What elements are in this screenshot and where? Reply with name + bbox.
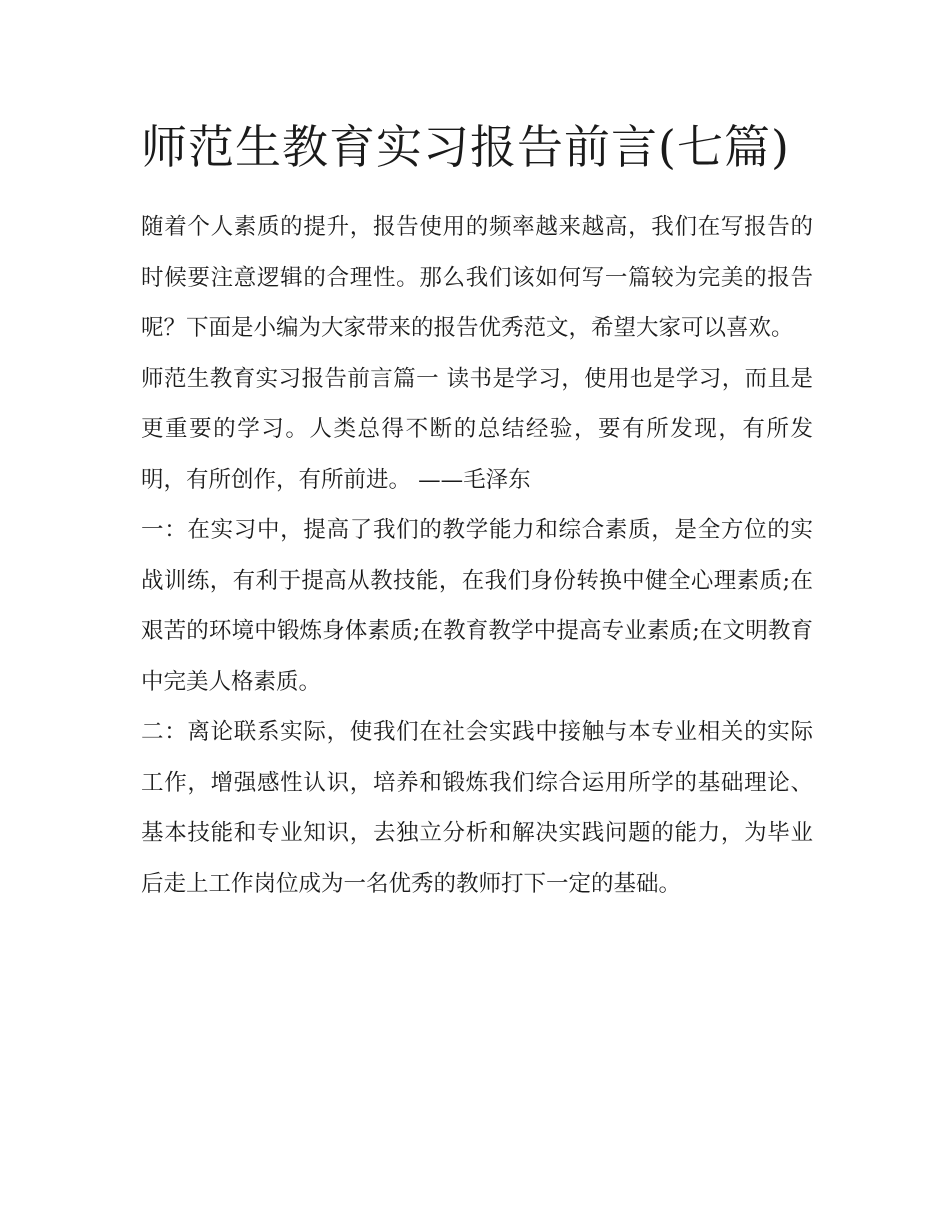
- paragraph-chapter-one: 师范生教育实习报告前言篇一 读书是学习，使用也是学习，而且是更重要的学习。人类总得不断的总结经验，要有所发现，有所发明，有所创作，有所前进。 ——毛泽东: [141, 365, 813, 493]
- document-title: 师范生教育实习报告前言(七篇): [141, 120, 790, 174]
- paragraph-point-two: 二：离论联系实际，使我们在社会实践中接触与本专业相关的实际工作，增强感性认识，培养和锻炼我们综合运用所学的基础理论、基本技能和专业知识，去独立分析和解决实践问题的能力，为毕业后走上工作岗位成为一名优秀的教师打下一定的基础。: [141, 719, 813, 897]
- document-page: [141, 112, 813, 909]
- document-body: [141, 202, 813, 909]
- paragraph-intro: 随着个人素质的提升，报告使用的频率越来越高，我们在写报告的时候要注意逻辑的合理性。那么我们该如何写一篇较为完美的报告呢？下面是小编为大家带来的报告优秀范文，希望大家可以喜欢。: [141, 214, 813, 341]
- paragraph-point-one: 一：在实习中，提高了我们的教学能力和综合素质，是全方位的实战训练，有利于提高从教技能，在我们身份转换中健全心理素质;在艰苦的环境中锻炼身体素质;在教育教学中提高专业素质;在文明教育中完美人格素质。: [141, 517, 813, 695]
